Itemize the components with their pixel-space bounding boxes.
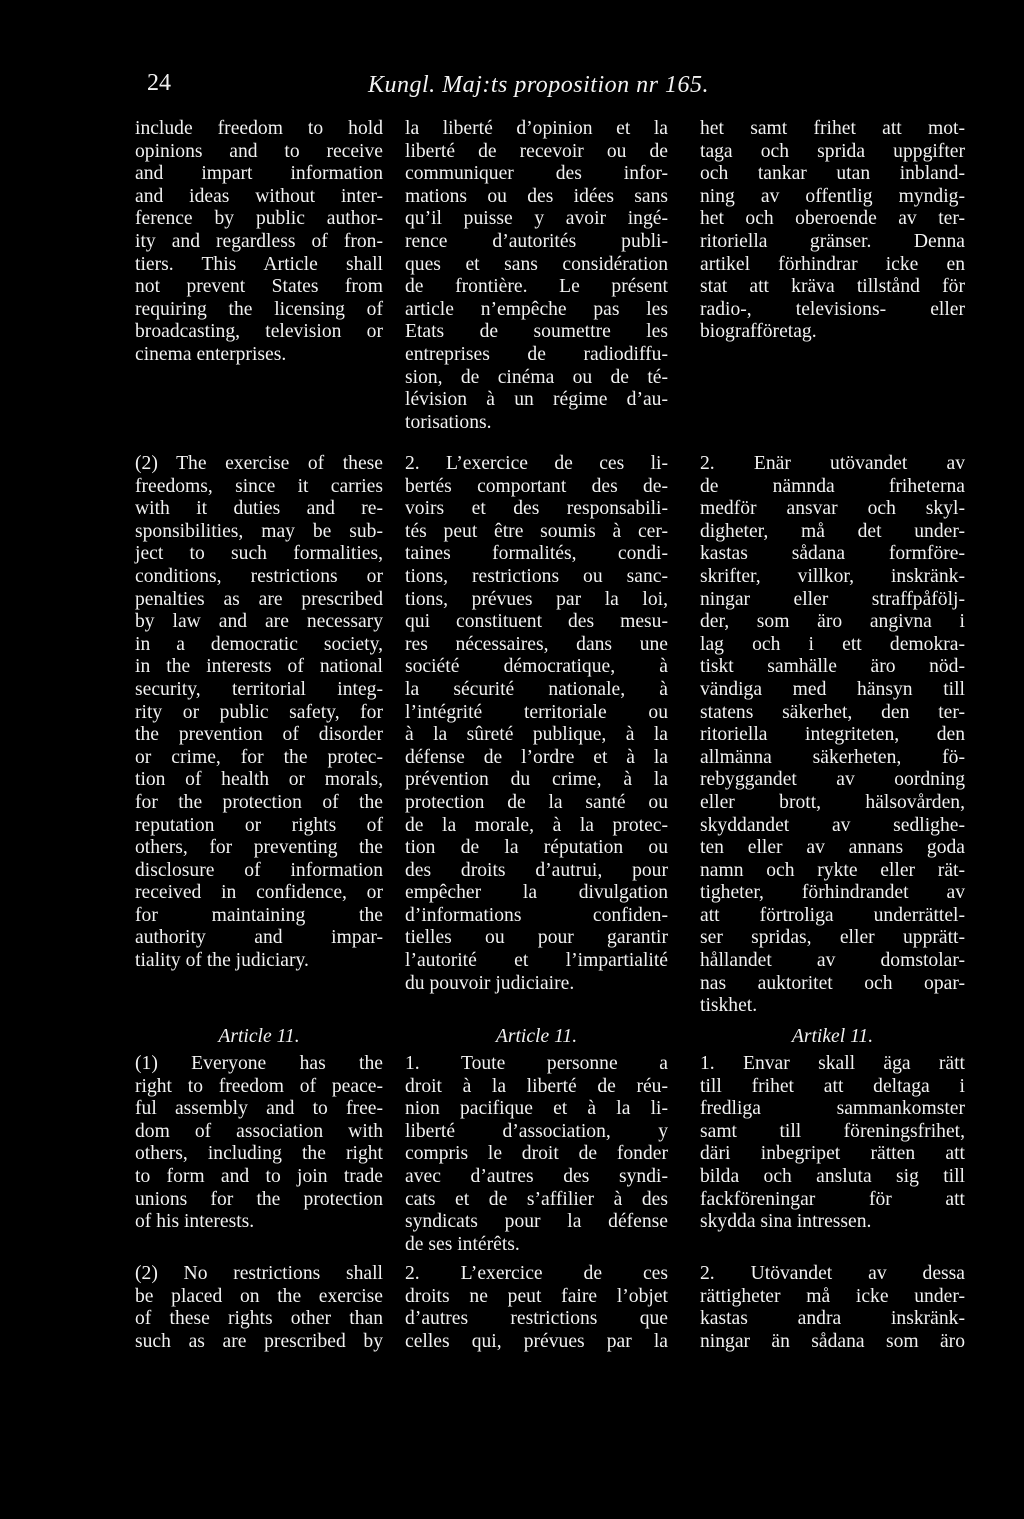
text-line: des droits d’autrui, pour — [405, 859, 668, 881]
text-line: penalties as are prescribed — [135, 588, 383, 610]
text-line: att förtroliga underrättel- — [700, 904, 965, 926]
text-line: het och oberoende av ter- — [700, 208, 965, 230]
text-line: disclosure of information — [135, 859, 383, 881]
english-article-heading — [135, 1026, 383, 1049]
text-line: ject to such formalities, — [135, 543, 383, 565]
text-line: samt till föreningsfrihet, — [700, 1120, 965, 1142]
text-line: skyddandet av sedlighe- — [700, 814, 965, 836]
french-paragraph-1 — [405, 118, 668, 434]
text-line: l’autorité et l’impartialité — [405, 950, 668, 972]
text-line: allmänna säkerheten, fö- — [700, 746, 965, 768]
text-line: ritoriella gränser. Denna — [700, 230, 965, 252]
swedish-paragraph-3 — [700, 1053, 965, 1234]
text-line: for the protection of the — [135, 791, 383, 813]
swedish-paragraph-1 — [700, 118, 965, 344]
text-line: fackföreningar för att — [700, 1188, 965, 1210]
text-line: unions for the protection — [135, 1188, 383, 1210]
text-line: dom of association with — [135, 1120, 383, 1142]
text-line: droit à la liberté de réu- — [405, 1075, 668, 1097]
text-line: tés peut être soumis à cer- — [405, 520, 668, 542]
swedish-article-heading — [700, 1026, 965, 1049]
text-line: (1) Everyone has the — [135, 1053, 383, 1074]
text-line: with it duties and re- — [135, 498, 383, 520]
text-line: eller brott, hälsovården, — [700, 791, 965, 813]
text-line: ful assembly and to free- — [135, 1098, 383, 1120]
text-line: tiskt samhälle äro nöd- — [700, 656, 965, 678]
text-line: liberté d’association, y — [405, 1120, 668, 1142]
english-paragraph-1 — [135, 118, 383, 367]
text-line: sponsibilities, may be sub- — [135, 520, 383, 542]
text-line: tion de la réputation ou — [405, 837, 668, 859]
text-line: entreprises de radiodiffu- — [405, 343, 668, 365]
text-line: de ses intérêts. — [405, 1233, 520, 1255]
text-line: ritoriella integriteten, den — [700, 724, 965, 746]
text-line: lag och i ett demokra- — [700, 633, 965, 655]
text-line: mations ou des idées sans — [405, 185, 668, 207]
text-line: nion pacifique et à la li- — [405, 1098, 668, 1120]
text-line: de frontière. Le présent — [405, 276, 668, 298]
text-line: the prevention of disorder — [135, 724, 383, 746]
swedish-paragraph-4 — [700, 1263, 965, 1353]
text-line: droits ne peut faire l’objet — [405, 1285, 668, 1307]
text-line: others, including the right — [135, 1143, 383, 1165]
text-line: 1. Envar skall äga rätt — [700, 1053, 965, 1074]
text-line: d’informations confiden- — [405, 904, 668, 926]
text-line: taines formalités, condi- — [405, 543, 668, 565]
text-line: skydda sina intressen. — [700, 1211, 872, 1233]
text-line: tiality of the judiciary. — [135, 950, 309, 972]
text-line: reputation or rights of — [135, 814, 383, 836]
text-line: hållandet av domstolar- — [700, 950, 965, 972]
text-line: (2) No restrictions shall — [135, 1263, 383, 1284]
text-line: or crime, for the protec- — [135, 746, 383, 768]
text-line: be placed on the exercise — [135, 1285, 383, 1307]
text-line: communiquer des infor- — [405, 163, 668, 185]
text-line: include freedom to hold — [135, 118, 383, 139]
text-line: däri inbegripet rätten att — [700, 1143, 965, 1165]
text-line: 2. L’exercice de ces — [405, 1263, 668, 1284]
text-line: medför ansvar och skyl- — [700, 498, 965, 520]
text-line: tigheter, förhindrandet av — [700, 882, 965, 904]
text-line: in the interests of national — [135, 656, 383, 678]
text-line: celles qui, prévues par la — [405, 1330, 668, 1352]
text-line: sion, de cinéma ou de té- — [405, 366, 668, 388]
text-line: der, som äro angivna i — [700, 611, 965, 633]
text-line: 1. Toute personne a — [405, 1053, 668, 1074]
text-line: tion of health or morals, — [135, 769, 383, 791]
text-line: qui constituent des mesu- — [405, 611, 668, 633]
text-line: skrifter, villkor, inskränk- — [700, 565, 965, 587]
text-line: lévision à un régime d’au- — [405, 389, 668, 411]
page-header — [0, 70, 1024, 104]
text-line: 2. L’exercice de ces li- — [405, 453, 668, 474]
text-line: article n’empêche pas les — [405, 298, 668, 320]
text-line: namn och rykte eller rät- — [700, 859, 965, 881]
text-line: stat att kräva tillstånd för — [700, 276, 965, 298]
text-line: such as are prescribed by — [135, 1330, 383, 1352]
text-line: of his interests. — [135, 1211, 255, 1233]
text-line: received in confidence, or — [135, 882, 383, 904]
text-line: tions, prévues par la loi, — [405, 588, 668, 610]
text-line: by law and are necessary — [135, 611, 383, 633]
text-line: du pouvoir judiciaire. — [405, 972, 575, 994]
text-line: to form and to join trade — [135, 1165, 383, 1187]
text-line: (2) The exercise of these — [135, 453, 383, 474]
text-line: qu’il puisse y avoir ingé- — [405, 208, 668, 230]
text-line: opinions and to receive — [135, 140, 383, 162]
text-line: 2. Utövandet av dessa — [700, 1263, 965, 1284]
text-line: in a democratic society, — [135, 633, 383, 655]
text-line: biografföretag. — [700, 321, 817, 343]
french-paragraph-4 — [405, 1263, 668, 1353]
text-line: and ideas without inter- — [135, 185, 383, 207]
text-line: of these rights other than — [135, 1308, 383, 1330]
article-heading: Article 11. — [218, 1026, 300, 1047]
text-line: nas auktoritet och opar- — [700, 972, 965, 994]
article-heading: Artikel 11. — [791, 1026, 874, 1047]
text-line: tions, restrictions ou sanc- — [405, 565, 668, 587]
text-line: la liberté d’opinion et la — [405, 118, 668, 139]
french-paragraph-3 — [405, 1053, 668, 1256]
text-line: till frihet att deltaga i — [700, 1075, 965, 1097]
text-line: torisations. — [405, 411, 492, 433]
text-line: ference by public author- — [135, 208, 383, 230]
text-line: ningar eller straffpåfölj- — [700, 588, 965, 610]
text-line: cinema enterprises. — [135, 343, 287, 365]
text-line: het samt frihet att mot- — [700, 118, 965, 139]
text-line: l’intégrité territoriale ou — [405, 701, 668, 723]
text-line: vändiga med hänsyn till — [700, 678, 965, 700]
text-line: prévention du crime, à la — [405, 769, 668, 791]
running-title: Kungl. Maj:ts proposition nr 165. — [368, 72, 709, 98]
text-line: digheter, må det under- — [700, 520, 965, 542]
text-line: la sécurité nationale, à — [405, 678, 668, 700]
french-article-heading — [405, 1026, 668, 1049]
text-line: ser spridas, eller upprätt- — [700, 927, 965, 949]
text-line: ning av offentlig myndig- — [700, 185, 965, 207]
text-line: requiring the licensing of — [135, 298, 383, 320]
text-line: tielles ou pour garantir — [405, 927, 668, 949]
text-line: tiskhet. — [700, 995, 758, 1017]
text-line: ity and regardless of fron- — [135, 230, 383, 252]
text-line: radio-, televisions- eller — [700, 298, 965, 320]
text-line: à la sûreté publique, à la — [405, 724, 668, 746]
text-line: rättigheter må icke under- — [700, 1285, 965, 1307]
text-line: rity or public safety, for — [135, 701, 383, 723]
text-line: conditions, restrictions or — [135, 565, 383, 587]
text-line: artikel förhindrar icke en — [700, 253, 965, 275]
text-line: liberté de recevoir ou de — [405, 140, 668, 162]
text-line: och tankar utan inbland- — [700, 163, 965, 185]
text-line: protection de la santé ou — [405, 791, 668, 813]
text-line: Etats de soumettre les — [405, 321, 668, 343]
text-line: freedoms, since it carries — [135, 475, 383, 497]
text-line: avec d’autres des syndi- — [405, 1165, 668, 1187]
text-line: ningar än sådana som äro — [700, 1330, 965, 1352]
english-paragraph-4 — [135, 1263, 383, 1353]
article-heading: Article 11. — [495, 1026, 578, 1047]
text-line: res nécessaires, dans une — [405, 633, 668, 655]
text-line: syndicats pour la défense — [405, 1211, 668, 1233]
text-line: right to freedom of peace- — [135, 1075, 383, 1097]
text-line: compris le droit de fonder — [405, 1143, 668, 1165]
swedish-paragraph-2 — [700, 453, 965, 1018]
text-line: taga och sprida uppgifter — [700, 140, 965, 162]
text-line: others, for preventing the — [135, 837, 383, 859]
page-number: 24 — [147, 70, 171, 96]
text-line: voirs et des responsabili- — [405, 498, 668, 520]
text-line: bilda och ansluta sig till — [700, 1165, 965, 1187]
text-line: bertés comportant des de- — [405, 475, 668, 497]
text-line: défense de l’ordre et à la — [405, 746, 668, 768]
text-line: kastas sådana formföre- — [700, 543, 965, 565]
text-line: ques et sans considération — [405, 253, 668, 275]
text-line: société démocratique, à — [405, 656, 668, 678]
text-line: authority and impar- — [135, 927, 383, 949]
text-line: fredliga sammankomster — [700, 1098, 965, 1120]
text-line: cats et de s’affilier à des — [405, 1188, 668, 1210]
text-line: d’autres restrictions que — [405, 1308, 668, 1330]
english-paragraph-3 — [135, 1053, 383, 1234]
text-line: 2. Enär utövandet av — [700, 453, 965, 474]
text-line: and impart information — [135, 163, 383, 185]
text-line: tiers. This Article shall — [135, 253, 383, 275]
text-line: statens säkerhet, den ter- — [700, 701, 965, 723]
text-line: security, territorial integ- — [135, 678, 383, 700]
text-line: for maintaining the — [135, 904, 383, 926]
text-line: de nämnda friheterna — [700, 475, 965, 497]
text-line: rebyggandet av oordning — [700, 769, 965, 791]
text-line: rence d’autorités publi- — [405, 230, 668, 252]
text-line: empêcher la divulgation — [405, 882, 668, 904]
text-line: not prevent States from — [135, 276, 383, 298]
text-line: ten eller av annans goda — [700, 837, 965, 859]
text-line: broadcasting, television or — [135, 321, 383, 343]
french-paragraph-2 — [405, 453, 668, 995]
english-paragraph-2 — [135, 453, 383, 973]
text-line: de la morale, à la protec- — [405, 814, 668, 836]
text-line: kastas andra inskränk- — [700, 1308, 965, 1330]
